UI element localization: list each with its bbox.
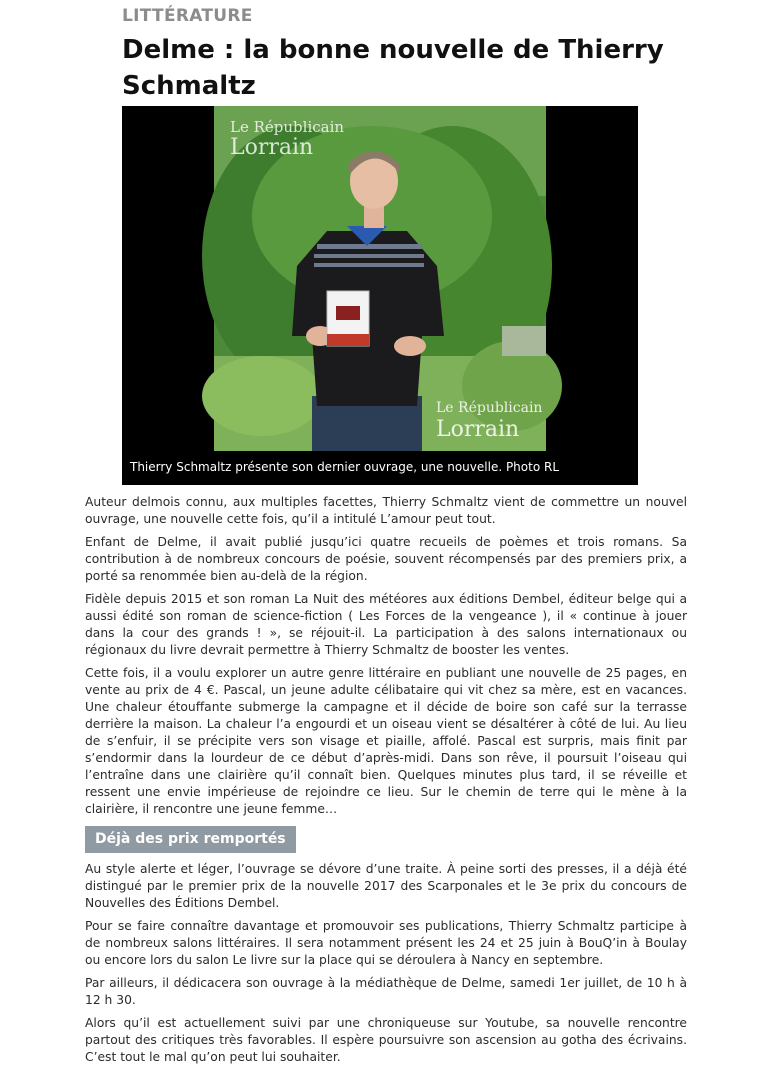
photo-illustration: [122, 106, 638, 485]
watermark-bottom-2: Lorrain: [436, 417, 520, 442]
section-kicker: LITTÉRATURE: [122, 6, 253, 26]
paragraph: Alors qu’il est actuellement suivi par une chroniqueuse sur Youtube, sa nouvelle rencontre partout des critiques très favorables. Il espère poursuivre son ascension au gotha des écrivains. C’est tout le mal qu’on peut lui souhaiter.: [85, 1016, 687, 1064]
paragraph: Au style alerte et léger, l’ouvrage se dévore d’une traite. À peine sorti des presses, il a déjà été distingué par le premier prix de la nouvelle 2017 des Scarponales et le 3e prix du concours de Nouvelles des Éditions Dembel.: [85, 862, 687, 910]
photo-caption: Thierry Schmaltz présente son dernier ouvrage, une nouvelle. Photo RL: [130, 460, 560, 474]
paragraph: Enfant de Delme, il avait publié jusqu’ici quatre recueils de poèmes et trois romans. Sa contribution à de nombreux concours de poésie, souvent récompensés par des premiers prix, a porté sa renommée bien au-delà de la région.: [85, 535, 687, 583]
paragraph: Par ailleurs, il dédicacera son ouvrage à la médiathèque de Delme, samedi 1er juillet, de 10 h à 12 h 30.: [85, 976, 687, 1007]
paragraph: Fidèle depuis 2015 et son roman La Nuit des météores aux éditions Dembel, éditeur belge qui a aussi édité son roman de science-fiction ( Les Forces de la vengeance ), il « continue à jouer dans la cour des grands ! », se réjouit-il. La participation à des salons internationaux ou régionaux du livre devrait permettre à Thierry Schmaltz de booster les ventes.: [85, 592, 687, 657]
article-title: Delme : la bonne nouvelle de Thierry Schmaltz: [122, 35, 664, 101]
watermark-top-1: Le Républicain: [230, 118, 345, 136]
paragraph: Pour se faire connaître davantage et promouvoir ses publications, Thierry Schmaltz participe à de nombreux salons littéraires. Il sera notamment présent les 24 et 25 juin à BouQ’in à Boulay ou encore lors du salon Le livre sur la place qui se déroulera à Nancy en septembre.: [85, 919, 687, 967]
watermark-top-2: Lorrain: [230, 135, 314, 160]
article-body: [85, 494, 687, 1072]
paragraph: Cette fois, il a voulu explorer un autre genre littéraire en publiant une nouvelle de 25 pages, en vente au prix de 4 €. Pascal, un jeune adulte célibataire qui vit chez sa mère, est en vacances. Une chaleur étouffante submerge la campagne et il décide de boire son café sur la terrasse derrière la maison. La chaleur l’a engourdi et un oiseau vient se désaltérer à côté de lui. Au lieu de s’enfuir, il se précipite vers son visage et piaille, affolé. Pascal est surpris, mais finit par s’endormir dans la lourdeur de ce début d’après-midi. Dans son rêve, il poursuit l’oiseau qui l’entraîne dans une clairière qu’il connaît bien. Quelques minutes plus tard, il se réveille et ressent une envie impérieuse de rejoindre ce lieu. Sur le chemin de terre qui le mène à la clairière, il rencontre une jeune femme…: [85, 666, 687, 816]
section-subheading: Déjà des prix remportés: [85, 826, 296, 853]
paragraph: Auteur delmois connu, aux multiples facettes, Thierry Schmaltz vient de commettre un nouvel ouvrage, une nouvelle cette fois, qu’il a intitulé L’amour peut tout.: [85, 495, 687, 526]
watermark-bottom-1: Le Républicain: [436, 400, 543, 416]
article-photo: [122, 106, 638, 485]
